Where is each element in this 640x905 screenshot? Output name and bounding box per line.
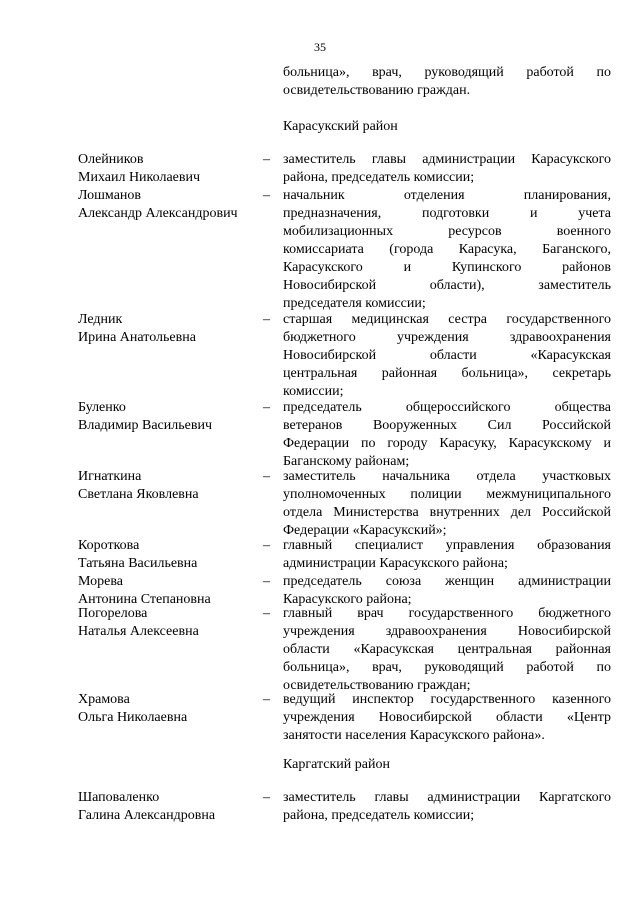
district-heading: Карасукский район xyxy=(283,119,398,134)
text-line: администрации Карасукского района; xyxy=(283,556,508,571)
text-line: заместитель главы администрации Карасукского xyxy=(283,152,611,167)
member-surname: Погорелова xyxy=(78,606,148,621)
text-line: области «Карасукская центральная районная xyxy=(283,642,611,657)
text-line: больница», врач, руководящий работой по xyxy=(283,660,611,675)
text-line: центральная районная больница», секретарь xyxy=(283,366,611,381)
text-line: Федерации по городу Карасуку, Карасукскому и xyxy=(283,436,611,451)
text-line: начальник отделения планирования, xyxy=(283,188,611,203)
member-given-names: Татьяна Васильевна xyxy=(78,556,198,571)
member-given-names: Владимир Васильевич xyxy=(78,418,212,433)
member-surname: Короткова xyxy=(78,538,140,553)
member-role xyxy=(283,187,611,313)
member-role xyxy=(283,151,611,187)
dash: – xyxy=(263,469,270,484)
dash: – xyxy=(263,606,270,621)
text-line: главный специалист управления образования xyxy=(283,538,611,553)
text-line: заместитель начальника отдела участковых xyxy=(283,469,611,484)
member-role xyxy=(283,537,611,573)
text-line: старшая медицинская сестра государственного xyxy=(283,312,611,327)
text-line: комиссии; xyxy=(283,384,344,399)
text-line: занятости населения Карасукского района». xyxy=(283,728,545,743)
text-line: района, председатель комиссии; xyxy=(283,808,475,823)
member-role xyxy=(283,789,611,825)
member-surname: Морева xyxy=(78,574,123,589)
dash: – xyxy=(263,790,270,805)
member-role xyxy=(283,691,611,745)
member-role xyxy=(283,311,611,401)
text-line: учреждения здравоохранения Новосибирской xyxy=(283,624,611,639)
text-line: предназначения, подготовки и учета xyxy=(283,206,611,221)
text-line: отдела Министерства внутренних дел Российской xyxy=(283,505,611,520)
text-line: мобилизационных ресурсов военного xyxy=(283,224,611,239)
member-given-names: Ольга Николаевна xyxy=(78,710,188,725)
dash: – xyxy=(263,400,270,415)
text-line: Новосибирской области), заместитель xyxy=(283,278,611,293)
member-role xyxy=(283,573,611,609)
text-line: Новосибирской области «Карасукская xyxy=(283,348,611,363)
text-line: Баганскому районам; xyxy=(283,454,410,469)
text-line: Карасукского и Купинского районов xyxy=(283,260,611,275)
member-given-names: Наталья Алексеевна xyxy=(78,624,199,639)
member-surname: Игнаткина xyxy=(78,469,142,484)
text-line: председателя комиссии; xyxy=(283,296,426,311)
text-line: председатель общероссийского общества xyxy=(283,400,611,415)
text-line: главный врач государственного бюджетного xyxy=(283,606,611,621)
page-number: 35 xyxy=(314,40,326,54)
member-surname: Лошманов xyxy=(78,188,142,203)
member-surname: Олейников xyxy=(78,152,144,167)
text-line: больница», врач, руководящий работой по xyxy=(283,65,611,80)
text-line: района, председатель комиссии; xyxy=(283,170,475,185)
dash: – xyxy=(263,692,270,707)
text-line: председатель союза женщин администрации xyxy=(283,574,611,589)
text-line: Карасукского района; xyxy=(283,592,412,607)
text-line: комиссариата (города Карасука, Баганского, xyxy=(283,242,611,257)
member-given-names: Ирина Анатольевна xyxy=(78,330,196,345)
member-role xyxy=(283,399,611,471)
member-given-names: Светлана Яковлевна xyxy=(78,487,199,502)
text-line: освидетельствованию граждан; xyxy=(283,678,471,693)
text-line: учреждения Новосибирской области «Центр xyxy=(283,710,611,725)
text-line: Федерации «Карасукский»; xyxy=(283,523,447,538)
member-given-names: Александр Александрович xyxy=(78,206,238,221)
member-surname: Буленко xyxy=(78,400,126,415)
dash: – xyxy=(263,574,270,589)
text-line: уполномоченных полиции межмуниципального xyxy=(283,487,611,502)
dash: – xyxy=(263,152,270,167)
dash: – xyxy=(263,188,270,203)
member-given-names: Михаил Николаевич xyxy=(78,170,201,185)
member-role xyxy=(283,468,611,540)
member-given-names: Антонина Степановна xyxy=(78,592,211,607)
member-surname: Ледник xyxy=(78,312,123,327)
member-role xyxy=(283,605,611,695)
text-line: бюджетного учреждения здравоохранения xyxy=(283,330,611,345)
text-line: заместитель главы администрации Каргатского xyxy=(283,790,611,805)
text-line: ветеранов Вооруженных Сил Российской xyxy=(283,418,611,433)
continuation-text xyxy=(283,64,611,100)
text-line: ведущий инспектор государственного казенного xyxy=(283,692,611,707)
district-heading: Каргатский район xyxy=(283,757,390,772)
text-line: освидетельствованию граждан. xyxy=(283,83,471,98)
dash: – xyxy=(263,538,270,553)
dash: – xyxy=(263,312,270,327)
member-surname: Шаповаленко xyxy=(78,790,160,805)
member-surname: Храмова xyxy=(78,692,130,707)
member-given-names: Галина Александровна xyxy=(78,808,216,823)
